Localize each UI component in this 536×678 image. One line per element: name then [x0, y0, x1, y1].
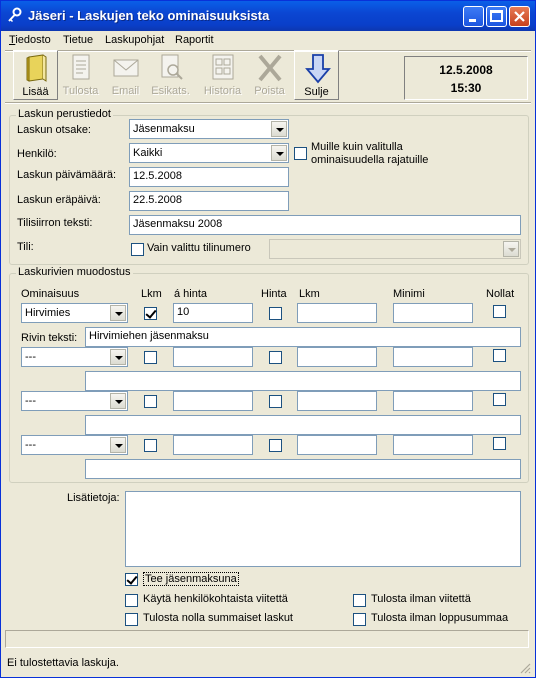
header-lkm: Lkm	[141, 288, 162, 300]
tulosta-ilman-loppusummaa-checkbox[interactable]	[353, 613, 366, 626]
tilisiirto-field[interactable]: Jäsenmaksu 2008	[129, 215, 521, 235]
menu-raportit[interactable]: Raportit	[175, 34, 214, 46]
status-text: Ei tulostettavia laskuja.	[7, 657, 119, 669]
printer-icon	[67, 52, 95, 84]
muille-checkbox[interactable]	[294, 147, 307, 160]
row1-rivin-label: Rivin teksti:	[21, 332, 78, 344]
row2-lkm-checkbox[interactable]	[144, 351, 157, 364]
otsake-label: Laskun otsake:	[17, 124, 91, 136]
tili-combo[interactable]	[269, 239, 521, 259]
row2-nollat-checkbox[interactable]	[493, 349, 506, 362]
lisatietoja-textarea[interactable]	[125, 491, 521, 567]
clock-time: 15:30	[450, 81, 482, 95]
tili-check-label: Vain valittu tilinumero	[147, 242, 251, 254]
row4-lkm-field[interactable]	[297, 435, 377, 455]
tilisiirto-label: Tilisiirron teksti:	[17, 217, 93, 229]
basic-info-legend: Laskun perustiedot	[18, 108, 111, 120]
maximize-button[interactable]	[486, 6, 507, 27]
row3-nollat-checkbox[interactable]	[493, 393, 506, 406]
row2-minimi-field[interactable]	[393, 347, 473, 367]
close-button[interactable]	[509, 6, 530, 27]
row1-ominaisuus-combo[interactable]: Hirvimies	[21, 303, 128, 323]
kayta-viitetta-label: Käytä henkilökohtaista viitettä	[143, 593, 288, 605]
row2-ominaisuus-combo[interactable]: ---	[21, 347, 128, 367]
tulosta-ilman-loppusummaa-label: Tulosta ilman loppusummaa	[371, 612, 509, 624]
chevron-down-icon[interactable]	[110, 305, 126, 321]
row1-text-field[interactable]: Hirvimiehen jäsenmaksu	[85, 327, 521, 347]
chevron-down-icon[interactable]	[503, 241, 519, 257]
row1-lkm-checkbox[interactable]	[144, 307, 157, 320]
erapaiva-label: Laskun eräpäivä:	[17, 194, 101, 206]
kayta-viitetta-checkbox[interactable]	[125, 594, 138, 607]
menu-tietue[interactable]: Tietue	[63, 34, 94, 46]
print-button[interactable]: Tulosta	[58, 50, 103, 100]
title-bar[interactable]	[1, 1, 535, 31]
mail-icon	[112, 52, 140, 84]
key-icon	[7, 7, 23, 23]
tili-label: Tili:	[17, 241, 34, 253]
chevron-down-icon[interactable]	[110, 349, 126, 365]
tulosta-nolla-checkbox[interactable]	[125, 613, 138, 626]
row4-lkm-checkbox[interactable]	[144, 439, 157, 452]
progress-bar	[5, 630, 529, 648]
lisatietoja-label: Lisätietoja:	[67, 492, 120, 504]
chevron-down-icon[interactable]	[271, 121, 287, 137]
rows-legend: Laskurivien muodostus	[18, 266, 131, 278]
close-window-button[interactable]: Sulje	[294, 50, 339, 100]
row4-nollat-checkbox[interactable]	[493, 437, 506, 450]
header-lkm2: Lkm	[299, 288, 320, 300]
tulosta-ilman-viitetta-label: Tulosta ilman viitettä	[371, 593, 471, 605]
clock-date: 12.5.2008	[439, 63, 493, 77]
toolbar-separator	[5, 102, 531, 104]
tulosta-ilman-viitetta-checkbox[interactable]	[353, 594, 366, 607]
header-ominaisuus: Ominaisuus	[21, 288, 80, 300]
chevron-down-icon[interactable]	[110, 437, 126, 453]
row2-lkm-field[interactable]	[297, 347, 377, 367]
row4-text-field[interactable]	[85, 459, 521, 479]
otsake-combo[interactable]: Jäsenmaksu	[129, 119, 289, 139]
row4-ahinta-field[interactable]	[173, 435, 253, 455]
chevron-down-icon[interactable]	[110, 393, 126, 409]
paiva-field[interactable]: 12.5.2008	[129, 167, 289, 187]
row3-ahinta-field[interactable]	[173, 391, 253, 411]
tee-jasenmaksuna-checkbox[interactable]	[125, 573, 138, 586]
delete-icon	[256, 52, 284, 84]
window-title: Jäseri - Laskujen teko ominaisuuksista	[28, 8, 270, 23]
tulosta-nolla-label: Tulosta nolla summaiset laskut	[143, 612, 293, 624]
preview-icon	[157, 52, 185, 84]
row1-lkm-field[interactable]	[297, 303, 377, 323]
row1-nollat-checkbox[interactable]	[493, 305, 506, 318]
email-button[interactable]: Email	[103, 50, 148, 100]
row3-text-field[interactable]	[85, 415, 521, 435]
status-bar	[3, 652, 533, 676]
header-ahinta: á hinta	[174, 288, 208, 300]
row4-ominaisuus-combo[interactable]: ---	[21, 435, 128, 455]
muille-label-2: ominaisuudella rajatuille	[311, 154, 429, 166]
row4-hinta-checkbox[interactable]	[269, 439, 282, 452]
paiva-label: Laskun päivämäärä:	[17, 169, 117, 181]
row3-lkm-field[interactable]	[297, 391, 377, 411]
down-arrow-icon	[304, 53, 332, 85]
menu-tiedosto[interactable]: Tiedosto	[9, 34, 51, 46]
row2-text-field[interactable]	[85, 371, 521, 391]
row2-hinta-checkbox[interactable]	[269, 351, 282, 364]
tili-checkbox[interactable]	[131, 243, 144, 256]
header-nollat: Nollat	[486, 288, 515, 300]
history-icon	[209, 52, 237, 84]
row3-minimi-field[interactable]	[393, 391, 473, 411]
maximize-icon	[487, 7, 506, 26]
minimize-button[interactable]	[463, 6, 484, 27]
header-minimi: Minimi	[393, 288, 425, 300]
clock-display	[404, 56, 528, 100]
minimize-icon	[464, 7, 483, 26]
delete-button[interactable]: Poista	[247, 50, 292, 100]
book-icon	[23, 53, 51, 85]
header-hinta: Hinta	[261, 288, 287, 300]
add-button[interactable]: Lisää	[13, 50, 58, 100]
tee-jasenmaksuna-label: Tee jäsenmaksuna	[145, 573, 237, 585]
row4-minimi-field[interactable]	[393, 435, 473, 455]
henkilo-combo[interactable]: Kaikki	[129, 143, 289, 163]
resize-grip-icon[interactable]	[519, 662, 531, 674]
row2-ahinta-field[interactable]	[173, 347, 253, 367]
history-button[interactable]: Historia	[200, 50, 245, 100]
henkilo-label: Henkilö:	[17, 148, 57, 160]
menu-laskupohjat[interactable]: Laskupohjat	[105, 34, 165, 46]
row3-ominaisuus-combo[interactable]: ---	[21, 391, 128, 411]
close-icon	[510, 7, 529, 26]
preview-button[interactable]: Esikats.	[148, 50, 193, 100]
row3-hinta-checkbox[interactable]	[269, 395, 282, 408]
row1-ahinta-field[interactable]: 10	[173, 303, 253, 323]
chevron-down-icon[interactable]	[271, 145, 287, 161]
erapaiva-field[interactable]: 22.5.2008	[129, 191, 289, 211]
row1-minimi-field[interactable]	[393, 303, 473, 323]
row3-lkm-checkbox[interactable]	[144, 395, 157, 408]
muille-label-1: Muille kuin valitulla	[311, 141, 403, 153]
row1-hinta-checkbox[interactable]	[269, 307, 282, 320]
